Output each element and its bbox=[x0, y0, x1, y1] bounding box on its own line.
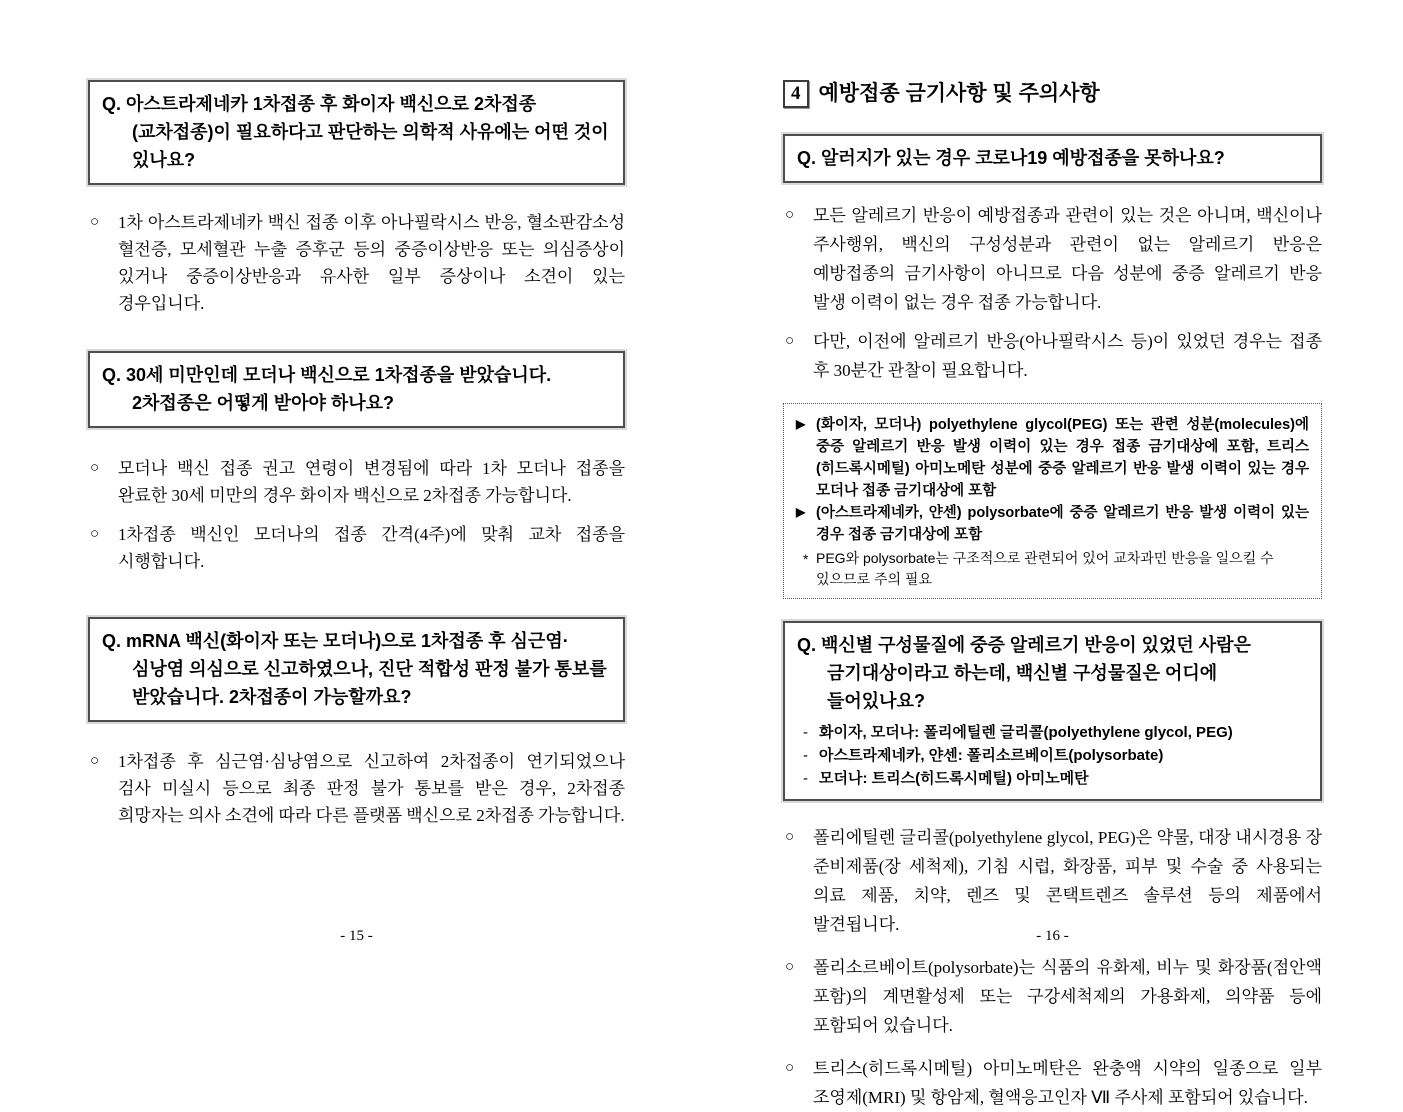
note-footnote bbox=[796, 548, 1309, 590]
note-text: (화이자, 모더나) polyethylene glycol(PEG) 또는 관련 성분(molecules)에 중증 알레르기 반응 발생 이력이 있는 경우 접종 금기대상에 포함, 트리스(히드록시메틸) 아미노메탄 성분에 중증 알레르기 반응 발생 이력이 있는 경우 모더나 접종 금기대상에 포함 bbox=[816, 417, 1309, 499]
answer-text: 모더나 백신 접종 권고 연령이 변경됨에 따라 1차 모더나 접종을 완료한 30세 미만의 경우 화이자 백신으로 2차접종 가능합니다. bbox=[118, 459, 625, 505]
document-page-16 bbox=[783, 0, 1322, 1107]
circle-bullet: ○ bbox=[90, 460, 100, 476]
answer-text: 트리스(히드록시메틸) 아미노메탄은 완충액 시약의 일종으로 일부 조영제(MRI) 및 항암제, 혈액응고인자 Ⅶ 주사제 포함되어 있습니다. bbox=[813, 1059, 1322, 1107]
answer-text: 1차접종 백신인 모더나의 접종 간격(4주)에 맞춰 교차 접종을 시행합니다. bbox=[118, 525, 625, 571]
note-bullet bbox=[796, 502, 1309, 546]
answer-paragraph bbox=[783, 823, 1322, 939]
circle-bullet: ○ bbox=[785, 829, 795, 845]
page-number-left: - 15 - bbox=[340, 928, 373, 944]
ingredient-list bbox=[797, 721, 1308, 790]
section-title: 예방접종 금기사항 및 주의사항 bbox=[818, 82, 1100, 105]
answer-text: 다만, 이전에 알레르기 반응(아나필락시스 등)이 있었던 경우는 접종 후 30분간 관찰이 필요합니다. bbox=[813, 332, 1322, 380]
question-text: Q. mRNA 백신(화이자 또는 모더나)으로 1차접종 후 심근염·심낭염 의심으로 신고하였으나, 진단 적합성 판정 불가 통보를 받았습니다. 2차접종이 가능할까요? bbox=[102, 631, 607, 707]
footnote-text: PEG와 polysorbate는 구조적으로 관련되어 있어 교차과민 반응을 일으킬 수 있으므로 주의 필요 bbox=[816, 550, 1274, 587]
note-bullet bbox=[796, 414, 1309, 502]
question-box-allergy bbox=[783, 134, 1322, 183]
ingredient-list-item bbox=[797, 744, 1308, 767]
contraindication-note-box bbox=[783, 403, 1322, 599]
page-number-right: - 16 - bbox=[1036, 928, 1069, 944]
ingredient-text: 아스트라제네카, 얀센: 폴리소르베이트(polysorbate) bbox=[819, 747, 1164, 764]
answer-text: 1차 아스트라제네카 백신 접종 이후 아나필락시스 반응, 혈소판감소성 혈전증, 모세혈관 누출 증후군 등의 중증이상반응 또는 의심증상이 있거나 중증이상반응과 유사한 일부 증상이나 소견이 있는 경우입니다. bbox=[118, 213, 625, 313]
answer-paragraph bbox=[783, 201, 1322, 317]
answer-paragraph bbox=[783, 953, 1322, 1040]
question-box-cross-vaccination bbox=[88, 80, 625, 185]
ingredient-text: 화이자, 모더나: 폴리에틸렌 글리콜(polyethylene glycol, PEG) bbox=[819, 724, 1233, 741]
answer-paragraph bbox=[88, 209, 625, 317]
circle-bullet: ○ bbox=[90, 214, 100, 230]
answer-text: 모든 알레르기 반응이 예방접종과 관련이 있는 것은 아니며, 백신이나 주사행위, 백신의 구성성분과 관련이 없는 알레르기 반응은 예방접종의 금기사항이 아니므로 다음 성분에 중증 알레르기 반응 발생 이력이 없는 경우 접종 가능합니다. bbox=[813, 206, 1322, 312]
question-text: Q. 백신별 구성물질에 중증 알레르기 반응이 있었던 사람은 금기대상이라고 하는데, 백신별 구성물질은 어디에 들어있나요? bbox=[797, 635, 1251, 711]
question-box-vaccine-ingredients bbox=[783, 621, 1322, 801]
circle-bullet: ○ bbox=[785, 207, 795, 223]
answer-paragraph bbox=[88, 748, 625, 829]
answer-paragraph bbox=[783, 327, 1322, 385]
section-header bbox=[783, 80, 1322, 108]
answer-text: 1차접종 후 심근염·심낭염으로 신고하여 2차접종이 연기되었으나 검사 미실시 등으로 최종 판정 불가 통보를 받은 경우, 2차접종 희망자는 의사 소견에 따라 다른 플랫폼 백신으로 2차접종 가능합니다. bbox=[118, 752, 625, 825]
dash-marker: - bbox=[803, 724, 808, 741]
dash-marker: - bbox=[803, 747, 808, 764]
answer-text: 폴리에틸렌 글리콜(polyethylene glycol, PEG)은 약물, 대장 내시경용 장 준비제품(장 세척제), 기침 시럽, 화장품, 피부 및 수술 중 사용되는 의료 제품, 치약, 렌즈 및 콘택트렌즈 솔루션 등의 제품에서 발견됩니다. bbox=[813, 828, 1322, 934]
triangle-bullet-icon: ▶ bbox=[796, 417, 806, 431]
question-box-moderna-under-30 bbox=[88, 351, 625, 428]
circle-bullet: ○ bbox=[90, 753, 100, 769]
note-text: (아스트라제네카, 얀센) polysorbate에 중증 알레르기 반응 발생 이력이 있는 경우 접종 금기대상에 포함 bbox=[816, 505, 1309, 543]
asterisk-marker: * bbox=[803, 551, 809, 567]
question-text: Q. 30세 미만인데 모더나 백신으로 1차접종을 받았습니다. 2차접종은 어떻게 받아야 하나요? bbox=[102, 365, 552, 413]
answer-paragraph bbox=[88, 521, 625, 575]
answer-text: 폴리소르베이트(polysorbate)는 식품의 유화제, 비누 및 화장품(점안액 포함)의 계면활성제 또는 구강세척제의 가용화제, 의약품 등에 포함되어 있습니다. bbox=[813, 958, 1322, 1035]
circle-bullet: ○ bbox=[785, 959, 795, 975]
answer-paragraph bbox=[783, 1054, 1322, 1112]
answer-paragraph bbox=[88, 455, 625, 509]
circle-bullet: ○ bbox=[785, 1060, 795, 1076]
section-number-box: 4 bbox=[783, 80, 809, 108]
document-page-15 bbox=[88, 0, 625, 992]
ingredient-list-item bbox=[797, 721, 1308, 744]
question-text: Q. 알러지가 있는 경우 코로나19 예방접종을 못하나요? bbox=[797, 148, 1225, 168]
circle-bullet: ○ bbox=[90, 526, 100, 542]
circle-bullet: ○ bbox=[785, 333, 795, 349]
ingredient-text: 모더나: 트리스(히드록시메틸) 아미노메탄 bbox=[819, 770, 1089, 787]
dash-marker: - bbox=[803, 770, 808, 787]
question-box-mrna-myocarditis bbox=[88, 617, 625, 722]
question-text: Q. 아스트라제네카 1차접종 후 화이자 백신으로 2차접종(교차접종)이 필요하다고 판단하는 의학적 사유에는 어떤 것이 있나요? bbox=[102, 94, 609, 170]
triangle-bullet-icon: ▶ bbox=[796, 505, 806, 519]
ingredient-list-item bbox=[797, 767, 1308, 790]
